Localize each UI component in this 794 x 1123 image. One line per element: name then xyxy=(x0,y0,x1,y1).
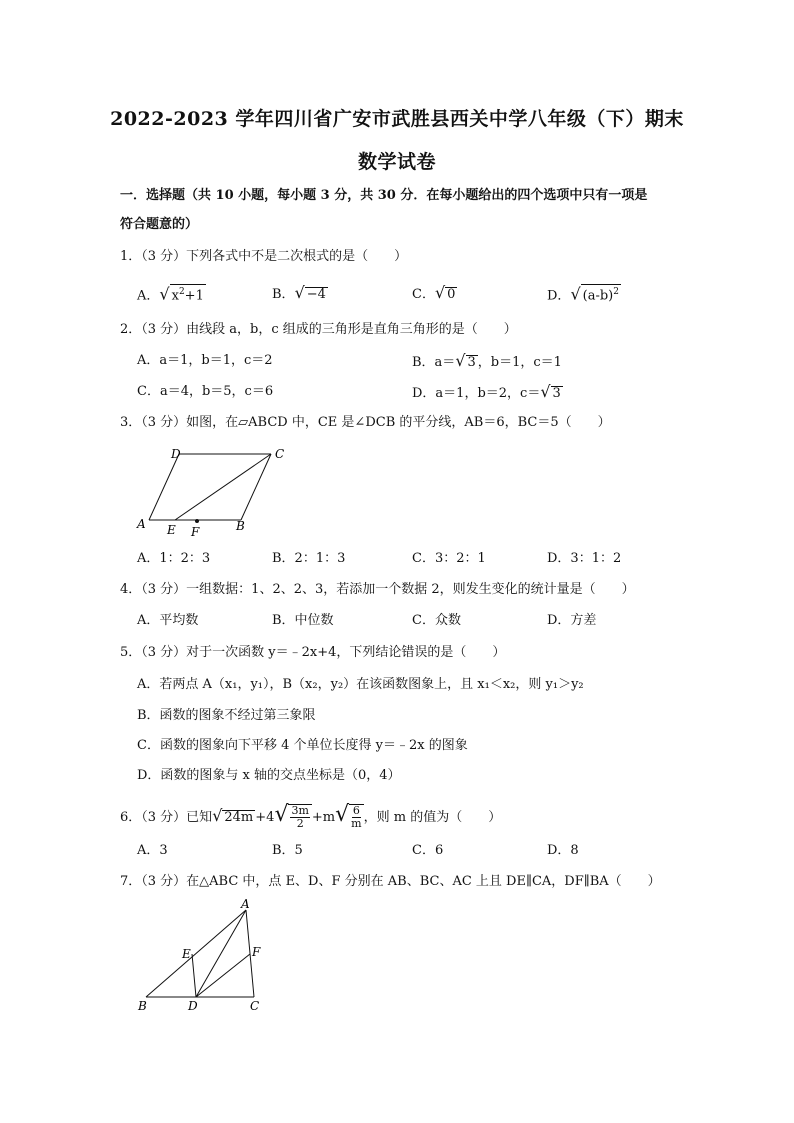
q1-option-c: C．√ 0 xyxy=(412,283,456,302)
q6-option-b: B．5 xyxy=(272,843,303,858)
exam-title-line1: 2022-2023 学年四川省广安市武胜县西关中学八年级（下）期末 xyxy=(110,108,684,130)
section-heading-line2: 符合题意的） xyxy=(120,217,199,232)
q1-option-a: A．√ $x^2+1$ xyxy=(137,284,204,304)
q4-option-b: B．中位数 xyxy=(272,613,334,628)
q3-label-c: C xyxy=(275,447,285,461)
q2-stem: 2．（3 分）由线段 a，b，c 组成的三角形是直角三角形的是（ ） xyxy=(120,322,517,337)
q2-option-b: B．a＝√ 3 ，b＝1，c＝1 xyxy=(412,351,562,370)
q3-option-d: D．3：1：2 xyxy=(547,551,622,566)
q2-option-c: C．a＝4，b＝5，c＝6 xyxy=(137,384,274,399)
q7-label-d: D xyxy=(188,999,198,1013)
q5-option-a: A．若两点 A（x₁，y₁），B（x₂，y₂）在该函数图象上，且 x₁＜x₂，则 y₁＞y₂ xyxy=(137,677,584,692)
q5-stem: 5．（3 分）对于一次函数 y＝﹣2x+4，下列结论错误的是（ ） xyxy=(120,645,506,660)
q4-option-c: C．众数 xyxy=(412,613,461,628)
q3-option-a: A．1：2：3 xyxy=(137,551,211,566)
q6-option-a: A．3 xyxy=(137,843,168,858)
q6-option-c: C．6 xyxy=(412,843,444,858)
q7-segment-df xyxy=(196,954,250,997)
q3-bisector-ce xyxy=(175,454,271,520)
q4-stem: 4．（3 分）一组数据：1、2、2、3，若添加一个数据 2，则发生变化的统计量是（ ） xyxy=(120,582,635,597)
q3-option-b: B．2：1：3 xyxy=(272,551,346,566)
q3-label-a: A xyxy=(137,517,146,531)
q3-parallelogram-figure xyxy=(135,442,295,542)
q3-point-f xyxy=(195,519,199,523)
q3-side-ad xyxy=(149,454,179,520)
q1-option-b: B．√ −4 xyxy=(272,283,326,302)
q7-label-a: A xyxy=(241,898,250,911)
q2-option-d: D．a＝1，b＝2，c＝√ 3 xyxy=(412,382,561,401)
q2-option-a: A．a＝1，b＝1，c＝2 xyxy=(137,353,273,368)
q3-option-c: C．3：2：1 xyxy=(412,551,486,566)
q1-option-d: D．√ $(a-b)^2$ xyxy=(547,284,619,304)
q3-stem: 3．（3 分）如图，在▱ABCD 中，CE 是∠DCB 的平分线，AB＝6，BC＝5（ ） xyxy=(120,415,611,430)
q4-option-d: D．方差 xyxy=(547,613,597,628)
q3-label-b: B xyxy=(236,519,245,533)
q7-stem: 7．（3 分）在△ABC 中，点 E、D、F 分别在 AB、BC、AC 上且 DE∥CA，DF∥BA（ ） xyxy=(120,874,661,889)
q4-option-a: A．平均数 xyxy=(137,613,199,628)
q5-option-c: C．函数的图象向下平移 4 个单位长度得 y＝﹣2x 的图象 xyxy=(137,738,468,753)
q7-label-f: F xyxy=(252,945,261,959)
q3-label-f: F xyxy=(191,525,200,539)
q7-segment-ad xyxy=(196,910,246,997)
q7-label-e: E xyxy=(182,947,191,961)
q3-label-d: D xyxy=(171,447,181,461)
section-heading-line1: 一．选择题（共 10 小题，每小题 3 分，共 30 分．在每小题给出的四个选项中只有一项是 xyxy=(120,188,648,203)
q1-stem: 1．（3 分）下列各式中不是二次根式的是（ ） xyxy=(120,249,408,264)
exam-title-line2: 数学试卷 xyxy=(357,151,436,173)
q7-label-c: C xyxy=(250,999,260,1013)
q5-option-d: D．函数的图象与 x 轴的交点坐标是（0，4） xyxy=(137,768,401,783)
q6-option-d: D．8 xyxy=(547,843,579,858)
q5-option-b: B．函数的图象不经过第三象限 xyxy=(137,708,316,723)
q7-label-b: B xyxy=(138,999,147,1013)
q7-triangle-figure xyxy=(132,898,272,1018)
q7-segment-de xyxy=(192,954,196,997)
q6-stem: 6．（3 分）已知√ 24m +4√ $\frac{3m}{2}$ +m√ $\frac{6}{m}$ ，则 m 的值为（ ） xyxy=(120,802,502,830)
q7-side-ba xyxy=(146,910,246,997)
q3-label-e: E xyxy=(167,523,176,537)
